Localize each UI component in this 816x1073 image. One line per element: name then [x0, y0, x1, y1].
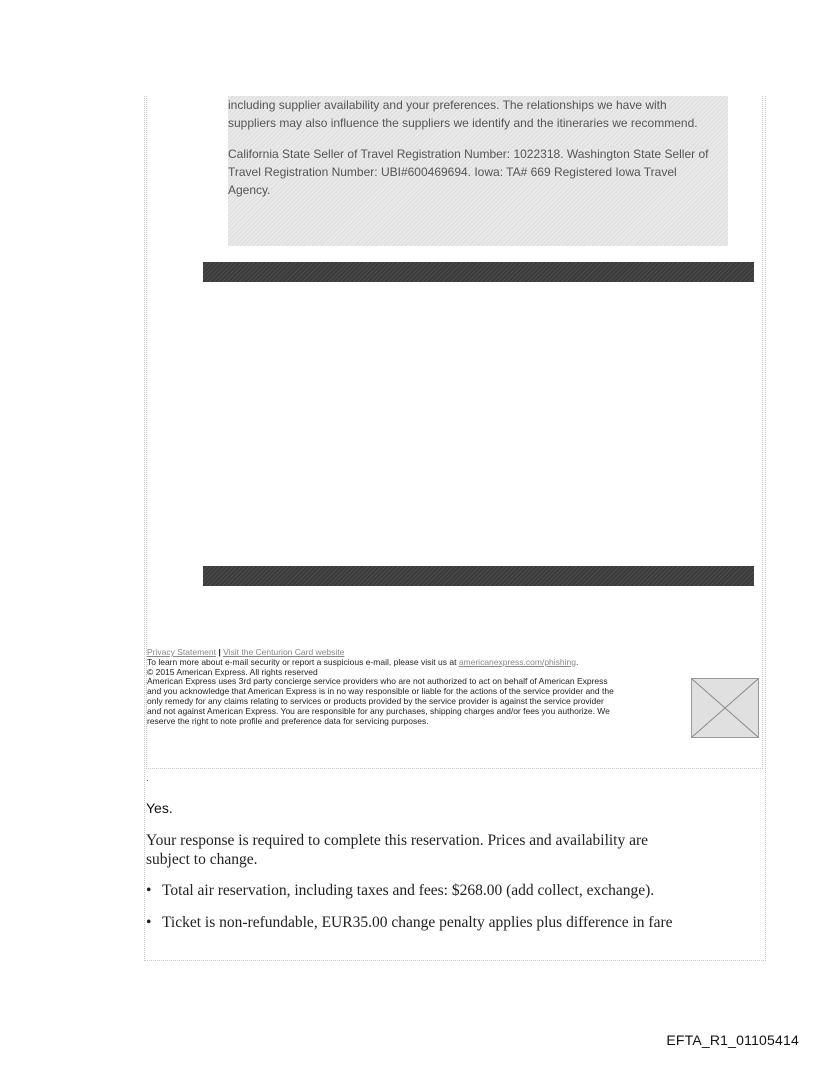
list-item: [146, 882, 654, 900]
copyright: © 2015 American Express. All rights reserved: [147, 666, 318, 677]
redaction-bar-top: [203, 262, 754, 282]
bullet-marker: •: [146, 882, 152, 899]
redaction-bar-bottom: [203, 566, 754, 586]
centurion-website-link[interactable]: Visit the Centurion Card website: [223, 647, 345, 657]
registration-disclaimer: [228, 145, 728, 199]
response-line: Your response is required to complete this reservation. Prices and availability are: [146, 832, 649, 849]
security-text: To learn more about e-mail security or report a suspicious e-mail, please visit us at: [147, 656, 459, 667]
stray-dot: .: [146, 773, 149, 784]
bullet-text: Ticket is non-refundable, EUR35.00 change penalty applies plus difference in fare: [162, 914, 673, 931]
privacy-statement-link[interactable]: Privacy Statement: [147, 647, 216, 657]
legal-notice: [147, 677, 687, 726]
disclaimer-line: including supplier availability and your preferences. The relationships we have with: [228, 98, 667, 112]
document-id: EFTA_R1_01105414: [666, 1032, 799, 1048]
list-item: [146, 914, 673, 932]
response-line: subject to change.: [146, 851, 258, 868]
link-separator: |: [215, 647, 224, 657]
disclaimer-line: California State Seller of Travel Registration Number: 1022318. Washington State Seller of: [228, 147, 709, 161]
bullet-text: Total air reservation, including taxes and fees: $268.00 (add collect, exchange).: [162, 882, 655, 899]
broken-image-icon: [691, 678, 759, 738]
disclaimer-line: suppliers may also influence the suppliers we identify and the itineraries we recommend.: [228, 116, 698, 130]
legal-line: and not against American Express. You are responsible for any purchases, shipping charges and/or fees you authorize. We: [147, 705, 610, 716]
disclaimer-line: Travel Registration Number: UBI#600469694. Iowa: TA# 669 Registered Iowa Travel: [228, 165, 677, 179]
disclaimer-box: [228, 96, 728, 246]
response-notice: [146, 831, 756, 869]
legal-line: American Express uses 3rd party concierge service providers who are not authorized to act on behalf of American Express: [147, 676, 608, 687]
bullet-marker: •: [146, 914, 152, 931]
legal-line: reserve the right to note profile and preference data for servicing purposes.: [147, 715, 429, 726]
legal-line: only remedy for any claims relating to services or products provided by the service provider is against the service provider: [147, 695, 604, 706]
disclaimer-line: Agency.: [228, 183, 271, 197]
security-text-end: .: [575, 656, 579, 667]
supplier-disclaimer: [228, 96, 728, 132]
reply-yes: Yes.: [146, 800, 173, 816]
phishing-link[interactable]: americanexpress.com/phishing: [458, 656, 576, 667]
legal-line: and you acknowledge that American Express is in no way responsible or liable for the actions of the service provider and the: [147, 686, 614, 697]
email-footer: [147, 648, 687, 726]
